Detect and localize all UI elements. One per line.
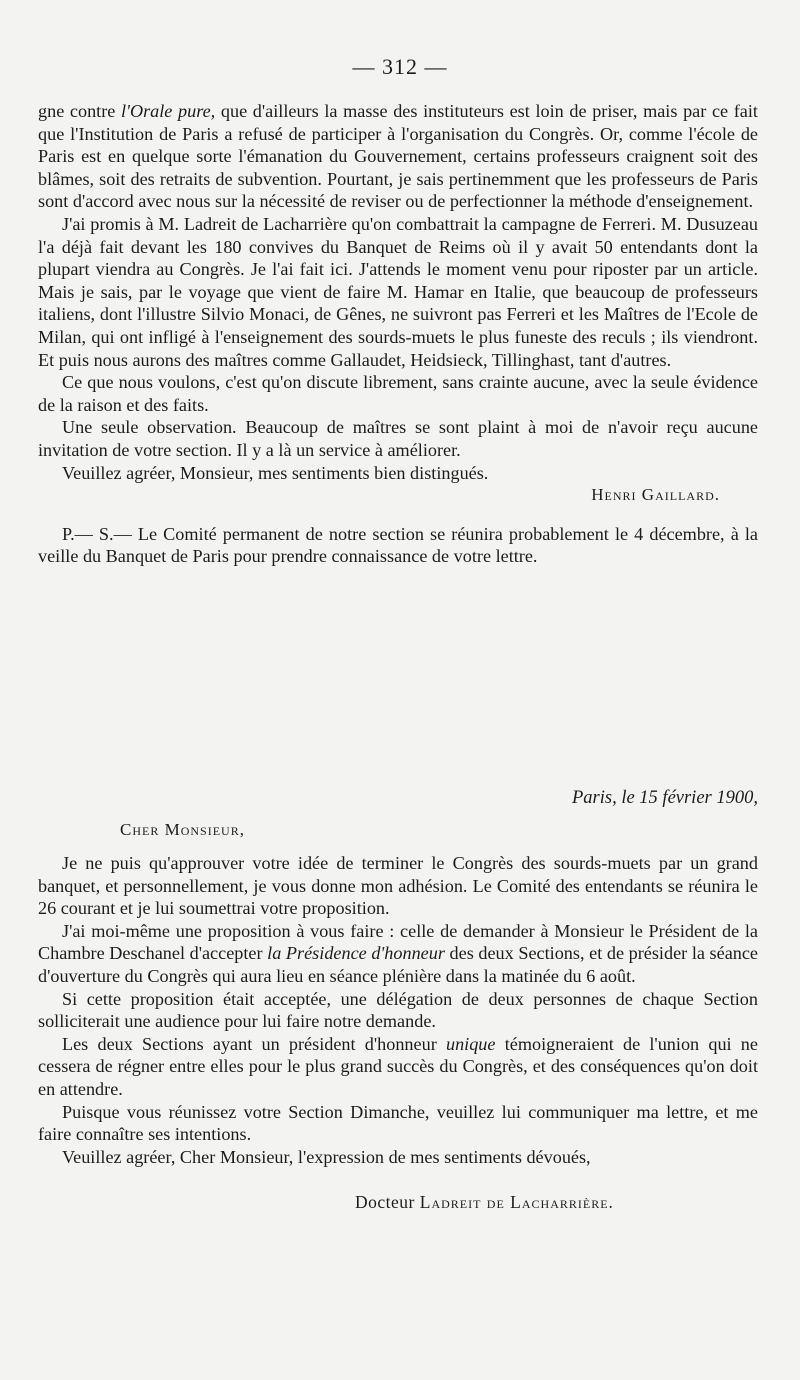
text-run: J'ai moi-même une proposition à vous faire : celle de demander à Monsieur le Président de la Chambre Deschanel d'accepter [38,920,758,964]
salutation: Cher Monsieur, [120,820,245,839]
page-number: — 312 — [352,54,448,79]
paragraph: Je ne puis qu'approuver votre idée de terminer le Congrès des sourds-muets par un grand banquet, et personnellement, je vous donne mon adhésion. Le Comité des entendants se réunira le 26 courant et je lui soumettrai votre proposition. [38,853,758,919]
paragraph: Une seule observation. Beaucoup de maîtres se sont plaint à moi de n'avoir reçu aucune invitation de votre section. Il y a là un service à améliorer. [38,417,758,460]
signature-gaillard: Henri Gaillard. [591,485,720,505]
letter-lacharriere [38,852,758,1168]
text-run: que d'ailleurs la masse des instituteurs est loin de priser, mais par ce fait que l'Institution de Paris a refusé de participer à l'organisation du Congrès. Or, comme l'école de Paris est en quelque sorte l'émanation du Gouvernement, certains professeurs craignent soit des blâmes, soit des retraits de subvention. Pourtant, je sais pertinemment que les professeurs de Paris sont d'accord avec nous sur la nécessité de reviser ou de perfectionner la méthode d'enseignement. [38,101,758,212]
paragraph: Ce que nous voulons, c'est qu'on discute librement, sans crainte aucune, avec la seule évidence de la raison et des faits. [38,372,758,415]
postscript: P.— S.— Le Comité permanent de notre section se réunira probablement le 4 décembre, à la veille du Banquet de Paris pour prendre connaissance de votre lettre. [38,523,758,567]
paragraph [38,1033,758,1101]
letter-date: Paris, le 15 février 1900, [571,788,758,808]
emphasis: l'Orale pure, [121,101,216,121]
text-run: Les deux Sections ayant un président d'honneur [62,1033,446,1054]
paragraph: Puisque vous réunissez votre Section Dimanche, veuillez lui communiquer ma lettre, et me faire connaître ses intentions. [38,1101,758,1145]
signature-lacharriere [355,1192,614,1213]
paragraph: Veuillez agréer, Monsieur, mes sentiments bien distingués. [62,462,489,483]
letter-gaillard [38,100,758,568]
emphasis: la Présidence d'honneur [267,943,445,964]
paragraph [38,920,758,988]
paragraph: J'ai promis à M. Ladreit de Lacharrière qu'on combattrait la campagne de Ferreri. M. Dusuzeau l'a déjà fait devant les 180 convives du Banquet de Reims où il y avait 50 entendants dont la plupart viendra au Congrès. Je l'ai fait ici. J'attends le moment venu pour riposter par un article. Mais je sais, par le voyage que vient de faire M. Hamar en Italie, que beaucoup de professeurs italiens, dont l'illustre Silvio Monaci, de Gênes, ne suivront pas Ferreri et les Maîtres de l'Ecole de Milan, qui ont infligé à l'enseignement des sourds-muets le plus funeste des reculs ; ils viendront. Et puis nous aurons des maîtres comme Gallaudet, Heidsieck, Tillinghast, tant d'autres. [38,213,758,370]
text-run: gne contre [38,101,121,121]
paragraph: Veuillez agréer, Cher Monsieur, l'expression de mes sentiments dévoués, [62,1146,591,1167]
paragraph: Si cette proposition était acceptée, une délégation de deux personnes de chaque Section solliciterait une audience pour lui faire notre demande. [38,988,758,1032]
signature-name: Ladreit de Lacharrière. [419,1192,614,1212]
text-run: des deux Sections, et de présider la séance d'ouverture du Congrès qui aura lieu en séance plénière dans la matinée du 6 août. [38,943,759,986]
text-run: témoigneraient de l'union qui ne cessera de régner entre elles pour le plus grand succès du Congrès, et des conséquences qu'on doit en attendre. [38,1033,758,1099]
paragraph [38,100,758,213]
signature-title: Docteur [355,1192,415,1212]
emphasis: unique [445,1033,496,1054]
